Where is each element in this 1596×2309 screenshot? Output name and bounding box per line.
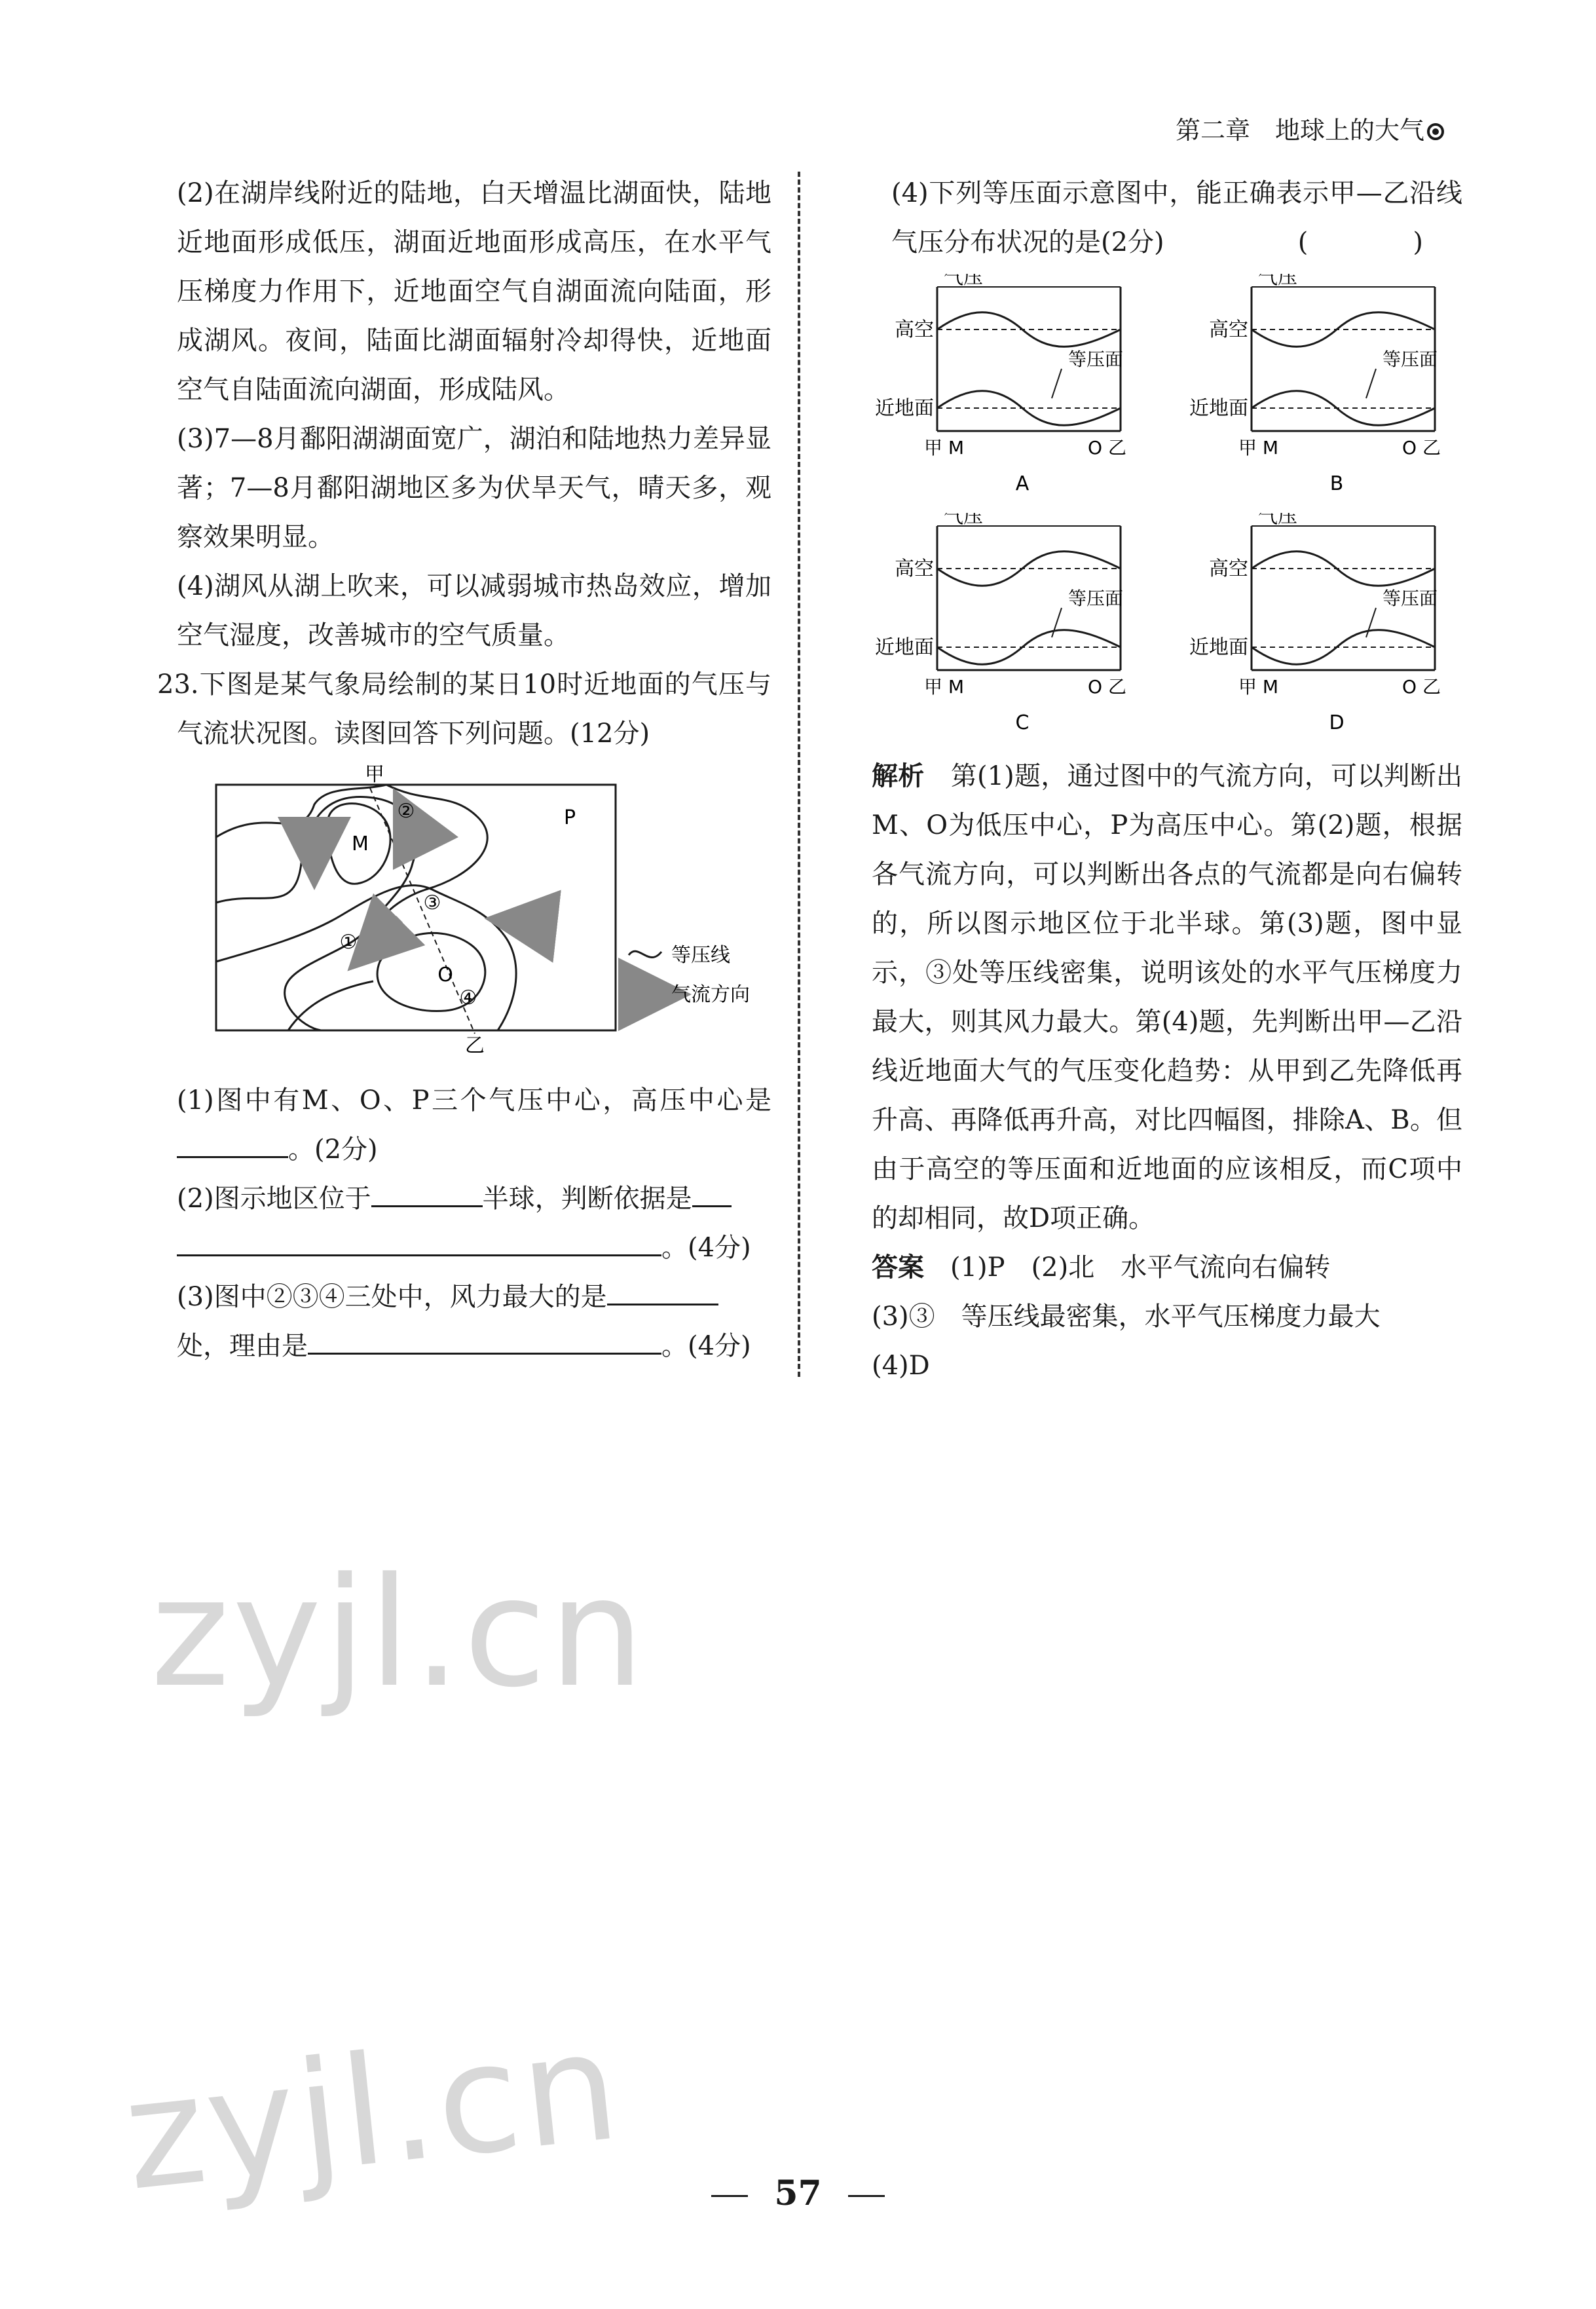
isobar-line (288, 981, 373, 1030)
chart-x-end: O 乙 (1402, 676, 1441, 698)
isobaric-chart-c (872, 513, 1160, 736)
option-label: C (1015, 711, 1030, 734)
chart-x-start: 甲 M (924, 437, 965, 459)
sub-question-1: (1)图中有M、O、P三个气压中心，高压中心是。(2分) (177, 1085, 771, 1165)
answer-label: 答案 (872, 1252, 924, 1283)
chart-y-label: 气压 (1258, 513, 1297, 528)
label-o: O (437, 964, 453, 986)
chart-x-start: 甲 M (1238, 437, 1279, 459)
answer-blank[interactable] (177, 1228, 661, 1256)
label-point-2: ② (397, 800, 415, 823)
chart-ground-label: 近地面 (1189, 397, 1248, 420)
option-a[interactable] (872, 274, 1160, 513)
option-label: B (1329, 472, 1344, 495)
chart-x-start: 甲 M (924, 676, 965, 698)
legend-flow-label: 气流方向 (671, 983, 750, 1006)
chart-isobaric-label: 等压面 (1068, 348, 1124, 370)
dash-left (711, 2195, 748, 2197)
chart-y-label: 气压 (944, 513, 983, 528)
chart-x-end: O 乙 (1088, 676, 1126, 698)
answer-blank[interactable] (308, 1326, 661, 1355)
chart-high-label: 高空 (1209, 557, 1248, 580)
chart-y-label: 气压 (944, 274, 983, 289)
analysis-paragraph (872, 752, 1462, 1243)
option-c[interactable] (872, 513, 1160, 752)
answer-blank[interactable] (371, 1179, 483, 1207)
pressure-map (210, 765, 773, 1053)
isobaric-options (872, 274, 1462, 752)
legend-isobar-label: 等压线 (671, 944, 730, 967)
pressure-map-figure (210, 765, 771, 1070)
column-divider (798, 172, 800, 1377)
label-p: P (563, 806, 576, 829)
label-point-4: ④ (459, 986, 477, 1009)
isobaric-chart-d (1186, 513, 1474, 736)
answer-blank[interactable] (607, 1277, 718, 1305)
answer-paren[interactable]: ( ) (1297, 227, 1462, 257)
chapter-title: 第二章 地球上的大气 (1175, 116, 1424, 145)
airflow-arrow (521, 922, 550, 926)
left-column (157, 169, 771, 1371)
chart-isobaric-label: 等压面 (1068, 588, 1124, 609)
chart-x-start: 甲 M (1238, 676, 1279, 698)
answer-paragraph-4: (4)湖风从湖上吹来，可以减弱城市热岛效应，增加空气湿度，改善城市的空气质量。 (177, 571, 771, 650)
legend-isobar-symbol (629, 951, 661, 957)
chart-x-end: O 乙 (1088, 437, 1126, 459)
option-d[interactable] (1186, 513, 1474, 752)
label-point-3: ③ (423, 892, 441, 914)
analysis-text: 第(1)题，通过图中的气流方向，可以判断出M、O为低压中心，P为高压中心。第(2)题，根据各气流方向，可以判断出各点的气流都是向右偏转的，所以图示地区位于北半球。第(3)题，图中显示，③处等压线密集，说明该处的水平气压梯度力最大，则其风力最大。第(4)题，先判断出甲—乙沿线近地面大气的气压变化趋势：从甲到乙先降低再升高、再降低再升高，对比四幅图，排除A、B。但由于高空的等压面和近地面的应该相反，而C项中的却相同，故D项正确。 (872, 761, 1463, 1233)
airflow-arrow (373, 919, 399, 945)
page-number: 57 (0, 2173, 1596, 2213)
answer-line-3: (4)D (872, 1351, 930, 1381)
option-b[interactable] (1186, 274, 1474, 513)
chart-ground-label: 近地面 (875, 636, 934, 659)
chart-high-label: 高空 (895, 557, 934, 580)
chart-y-label: 气压 (1258, 274, 1297, 289)
chapter-header (1176, 110, 1444, 146)
answer-paragraph-2: (2)在湖岸线附近的陆地，白天增温比湖面快，陆地近地面形成低压，湖面近地面形成高压，在水平气压梯度力作用下，近地面空气自湖面流向陆面，形成湖风。夜间，陆面比湖面辐射冷却得快，近地面空气自陆面流向湖面，形成陆风。 (177, 178, 771, 405)
chart-isobaric-label: 等压面 (1383, 588, 1438, 609)
isobar-line (216, 785, 386, 837)
target-icon (1427, 123, 1444, 140)
sub-question-2: (2)图示地区位于 半球，判断依据是 。(4分) (157, 1174, 771, 1273)
question-23: 23.下图是某气象局绘制的某日10时近地面的气压与气流状况图。读图回答下列问题。(12分) (157, 669, 771, 749)
option-label: D (1329, 711, 1345, 734)
chart-ground-label: 近地面 (875, 397, 934, 420)
airflow-arrow (409, 821, 422, 847)
sub-question-4: (4)下列等压面示意图中，能正确表示甲—乙沿线气压分布状况的是(2分) ( ) (872, 169, 1462, 267)
chart-high-label: 高空 (895, 318, 934, 341)
watermark: zyjl.cn (151, 1546, 647, 1721)
analysis-label: 解析 (872, 761, 925, 791)
answer-line-1: 答案 (1)P (2)北 水平气流向右偏转 (872, 1252, 1331, 1283)
answer-paragraph-3: (3)7—8月鄱阳湖湖面宽广，湖泊和陆地热力差异显著；7—8月鄱阳湖地区多为伏旱天气，晴天多，观察效果明显。 (177, 424, 771, 552)
chart-high-label: 高空 (1209, 318, 1248, 341)
watermark: zyjl.cn (117, 1999, 629, 2225)
answer-blank[interactable] (177, 1130, 288, 1158)
right-column (872, 169, 1462, 1391)
chart-ground-label: 近地面 (1189, 636, 1248, 659)
label-north: 甲 (365, 765, 384, 786)
answer-line-2: (3)③ 等压线最密集，水平气压梯度力最大 (872, 1302, 1381, 1332)
label-point-1: ① (339, 931, 358, 954)
map-frame (216, 785, 616, 1030)
dash-right (848, 2195, 885, 2197)
chart-x-end: O 乙 (1402, 437, 1441, 459)
chart-isobaric-label: 等压面 (1383, 348, 1438, 370)
label-south: 乙 (465, 1034, 485, 1053)
label-m: M (352, 833, 369, 855)
isobaric-chart-b (1186, 274, 1474, 497)
option-label: A (1015, 472, 1030, 495)
answer-blank[interactable] (692, 1179, 732, 1207)
sub-question-3: (3)图中②③④三处中，风力最大的是 处，理由是 。(4分) (157, 1273, 771, 1371)
isobaric-chart-a (872, 274, 1160, 497)
